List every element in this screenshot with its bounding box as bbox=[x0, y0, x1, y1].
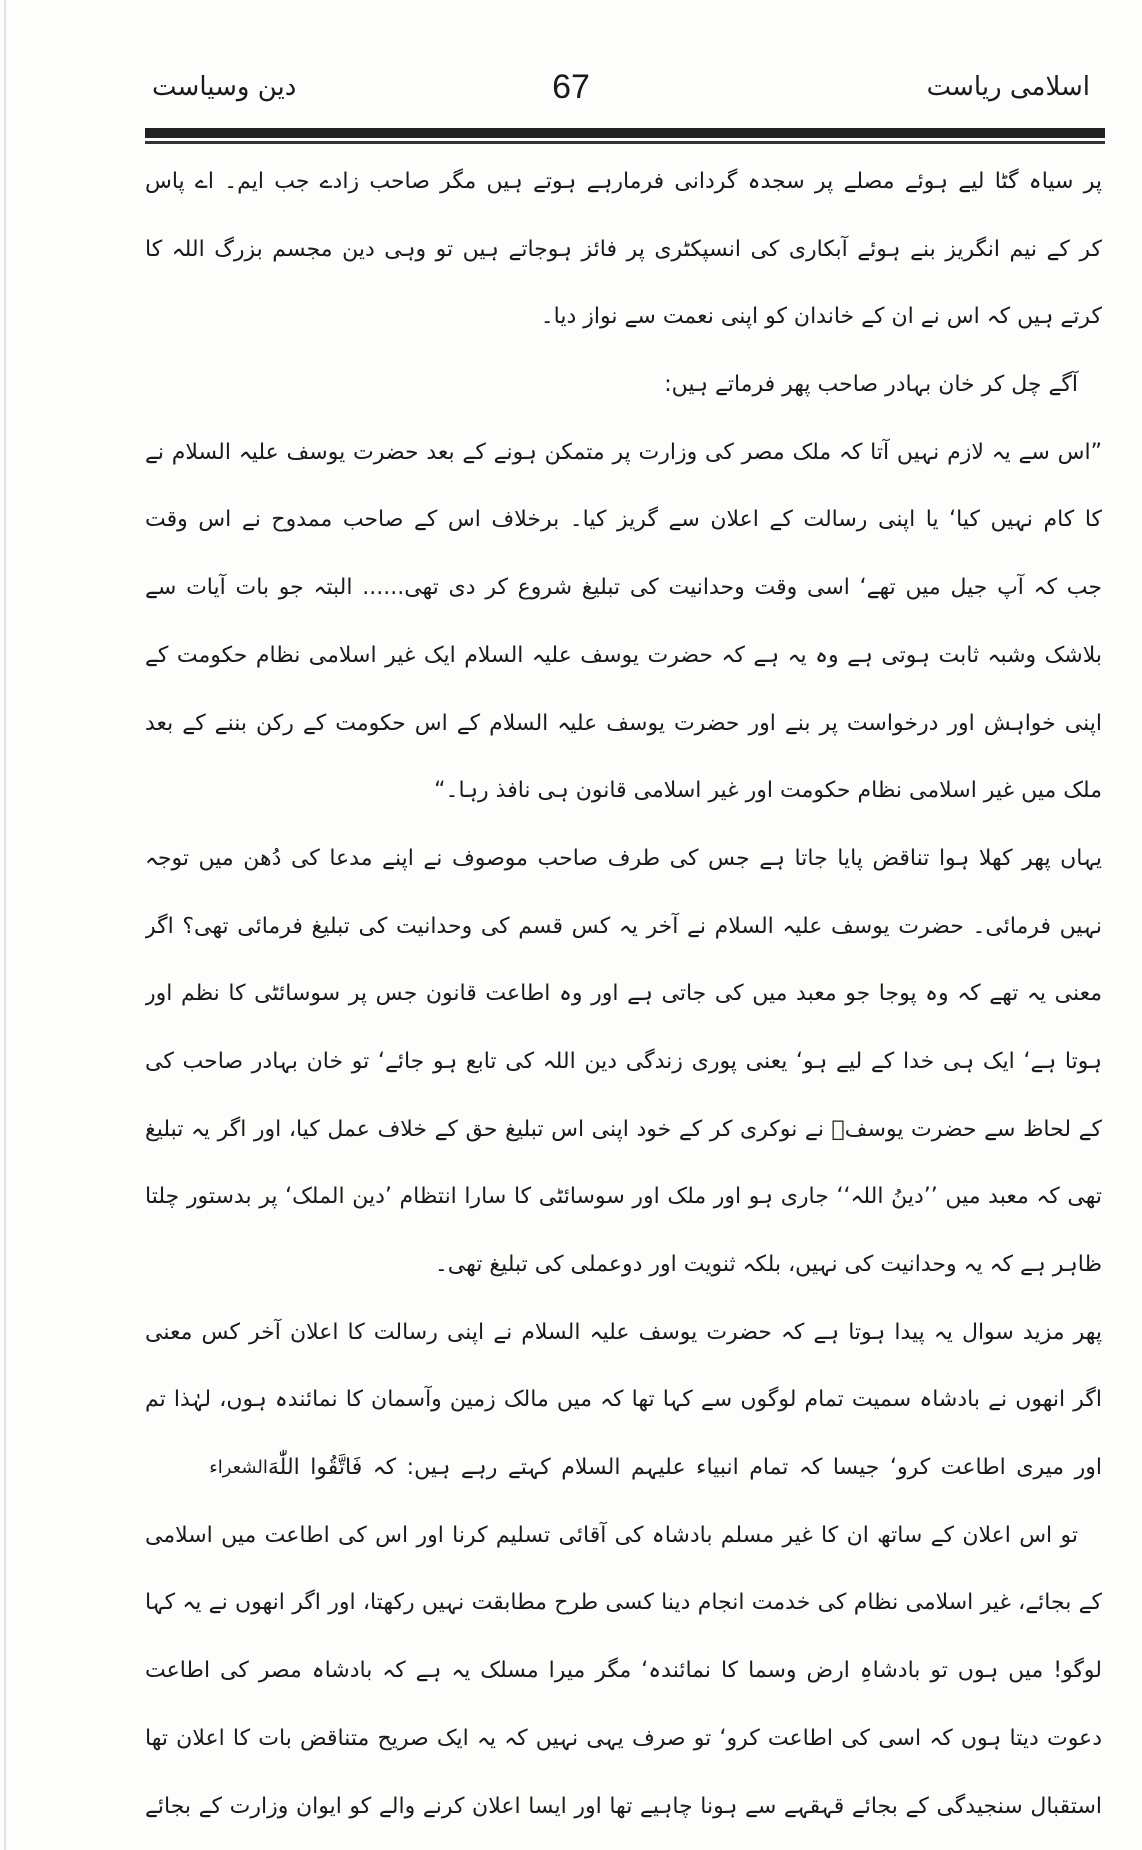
quote-line: اپنی خواہش اور درخواست پر بنے اور حضرت یوسف علیہ السلام کے اس حکومت کے رکن بننے کے بعد bbox=[145, 710, 1102, 736]
quote-line: بلاشک وشبہ ثابت ہوتی ہے وہ یہ ہے کہ حضرت یوسف علیہ السلام ایک غیر اسلامی نظام حکومت کے bbox=[145, 642, 1102, 668]
text-line: نہیں فرمائی۔ حضرت یوسف علیہ السلام نے آخر یہ کس قسم کی وحدانیت کی تبلیغ فرمائی تھی؟ اگر bbox=[145, 913, 1102, 939]
text-line: دعوت دیتا ہوں کہ اسی کی اطاعت کرو‘ تو صرف یہی نہیں کہ یہ ایک صریح متناقض بات کا اعلان تھا bbox=[145, 1725, 1102, 1751]
quran-citation: الشعراء bbox=[209, 1457, 268, 1479]
text-line: تو اس اعلان کے ساتھ ان کا غیر مسلم بادشاہ کی آقائی تسلیم کرنا اور اس کی اطاعت میں اسلامی bbox=[145, 1522, 1078, 1548]
text-line: استقبال سنجیدگی کے بجائے قہقہے سے ہونا چاہیے تھا اور ایسا اعلان کرنے والے کو ایوان وزارت کے بجائے bbox=[145, 1793, 1102, 1819]
text-line: آگے چل کر خان بہادر صاحب پھر فرماتے ہیں: bbox=[664, 372, 1078, 398]
text-line: کے بجائے، غیر اسلامی نظام کی خدمت انجام دینا کسی طرح مطابقت نہیں رکھتا، اور اگر انھوں نے یہ کہا bbox=[145, 1590, 1102, 1616]
quote-line: کا کام نہیں کیا‘ یا اپنی رسالت کے اعلان سے گریز کیا۔ برخلاف اس کے صاحب ممدوح نے اس وقت bbox=[145, 507, 1102, 533]
header-rule-thin bbox=[145, 141, 1105, 144]
text-line: اگر انھوں نے بادشاہ سمیت تمام لوگوں سے کہا تھا کہ میں مالک زمین وآسمان کا نمائندہ ہوں، لہٰذا تم bbox=[145, 1387, 1102, 1413]
page-edge bbox=[4, 0, 6, 1850]
text-line: اور میری اطاعت کرو‘ جیسا کہ تمام انبیاء علیہم السلام کہتے رہے ہیں: کہ فَاتَّقُوا اللّٰهَ bbox=[267, 1455, 1102, 1481]
text-line: تھی کہ معبد میں ’’دینُ اللہ‘‘ جاری ہو اور ملک اور سوسائٹی کا سارا انتظام ’دین الملک‘ پر بدستور چلتا bbox=[145, 1184, 1102, 1210]
quote-line: جب کہ آپ جیل میں تھے‘ اسی وقت وحدانیت کی تبلیغ شروع کر دی تھی...... البتہ جو بات آیات سے bbox=[145, 575, 1102, 601]
text-line: لوگو! میں ہوں تو بادشاہِ ارض وسما کا نمائندہ‘ مگر میرا مسلک یہ ہے کہ بادشاہ مصر کی اطاعت bbox=[145, 1658, 1102, 1684]
chapter-title: دین وسیاست bbox=[152, 72, 297, 102]
text-line: پر سیاہ گٹا لیے ہوئے مصلے پر سجدہ گردانی فرمارہے ہوتے ہیں مگر صاحب زادے جب ایم۔ اے پاس bbox=[145, 169, 1102, 194]
quote-line: ”اس سے یہ لازم نہیں آتا کہ ملک مصر کی وزارت پر متمکن ہونے کے بعد حضرت یوسف علیہ السلام نے bbox=[145, 439, 1102, 465]
quote-line: ملک میں غیر اسلامی نظام حکومت اور غیر اسلامی قانون ہی نافذ رہا۔“ bbox=[434, 778, 1102, 804]
header-rule-thick bbox=[145, 128, 1105, 138]
book-title: اسلامی ریاست bbox=[926, 72, 1090, 102]
text-line: کے لحاظ سے حضرت یوسفؑ نے نوکری کر کے خود اپنی اس تبلیغ حق کے خلاف عمل کیا، اور اگر یہ تبلیغ bbox=[145, 1116, 1102, 1142]
text-line-with-citation bbox=[145, 1434, 1102, 1502]
body-text bbox=[145, 148, 1102, 1840]
text-line: پھر مزید سوال یہ پیدا ہوتا ہے کہ حضرت یوسف علیہ السلام نے اپنی رسالت کا اعلان آخر کس معنی bbox=[145, 1319, 1102, 1345]
text-line: کرتے ہیں کہ اس نے ان کے خاندان کو اپنی نعمت سے نواز دیا۔ bbox=[540, 304, 1102, 330]
text-line: ہوتا ہے‘ ایک ہی خدا کے لیے ہو‘ یعنی پوری زندگی دین اللہ کی تابع ہو جائے‘ تو خان بہادر صاحب کی bbox=[145, 1048, 1102, 1074]
text-line: معنی یہ تھے کہ وہ پوجا جو معبد میں کی جاتی ہے اور وہ اطاعت قانون جس پر سوسائٹی کا نظم اور bbox=[145, 981, 1102, 1007]
page-number: 67 bbox=[552, 68, 590, 106]
text-line: کر کے نیم انگریز بنے ہوئے آبکاری کی انسپکٹری پر فائز ہوجاتے ہیں تو وہی دین مجسم بزرگ اللہ کا bbox=[145, 236, 1102, 262]
text-line: یہاں پھر کھلا ہوا تناقض پایا جاتا ہے جس کی طرف صاحب موصوف نے اپنے مدعا کی دُھن میں توجہ bbox=[145, 845, 1102, 871]
text-line: ظاہر ہے کہ یہ وحدانیت کی نہیں، بلکہ ثنویت اور دوعملی کی تبلیغ تھی۔ bbox=[434, 1252, 1102, 1277]
